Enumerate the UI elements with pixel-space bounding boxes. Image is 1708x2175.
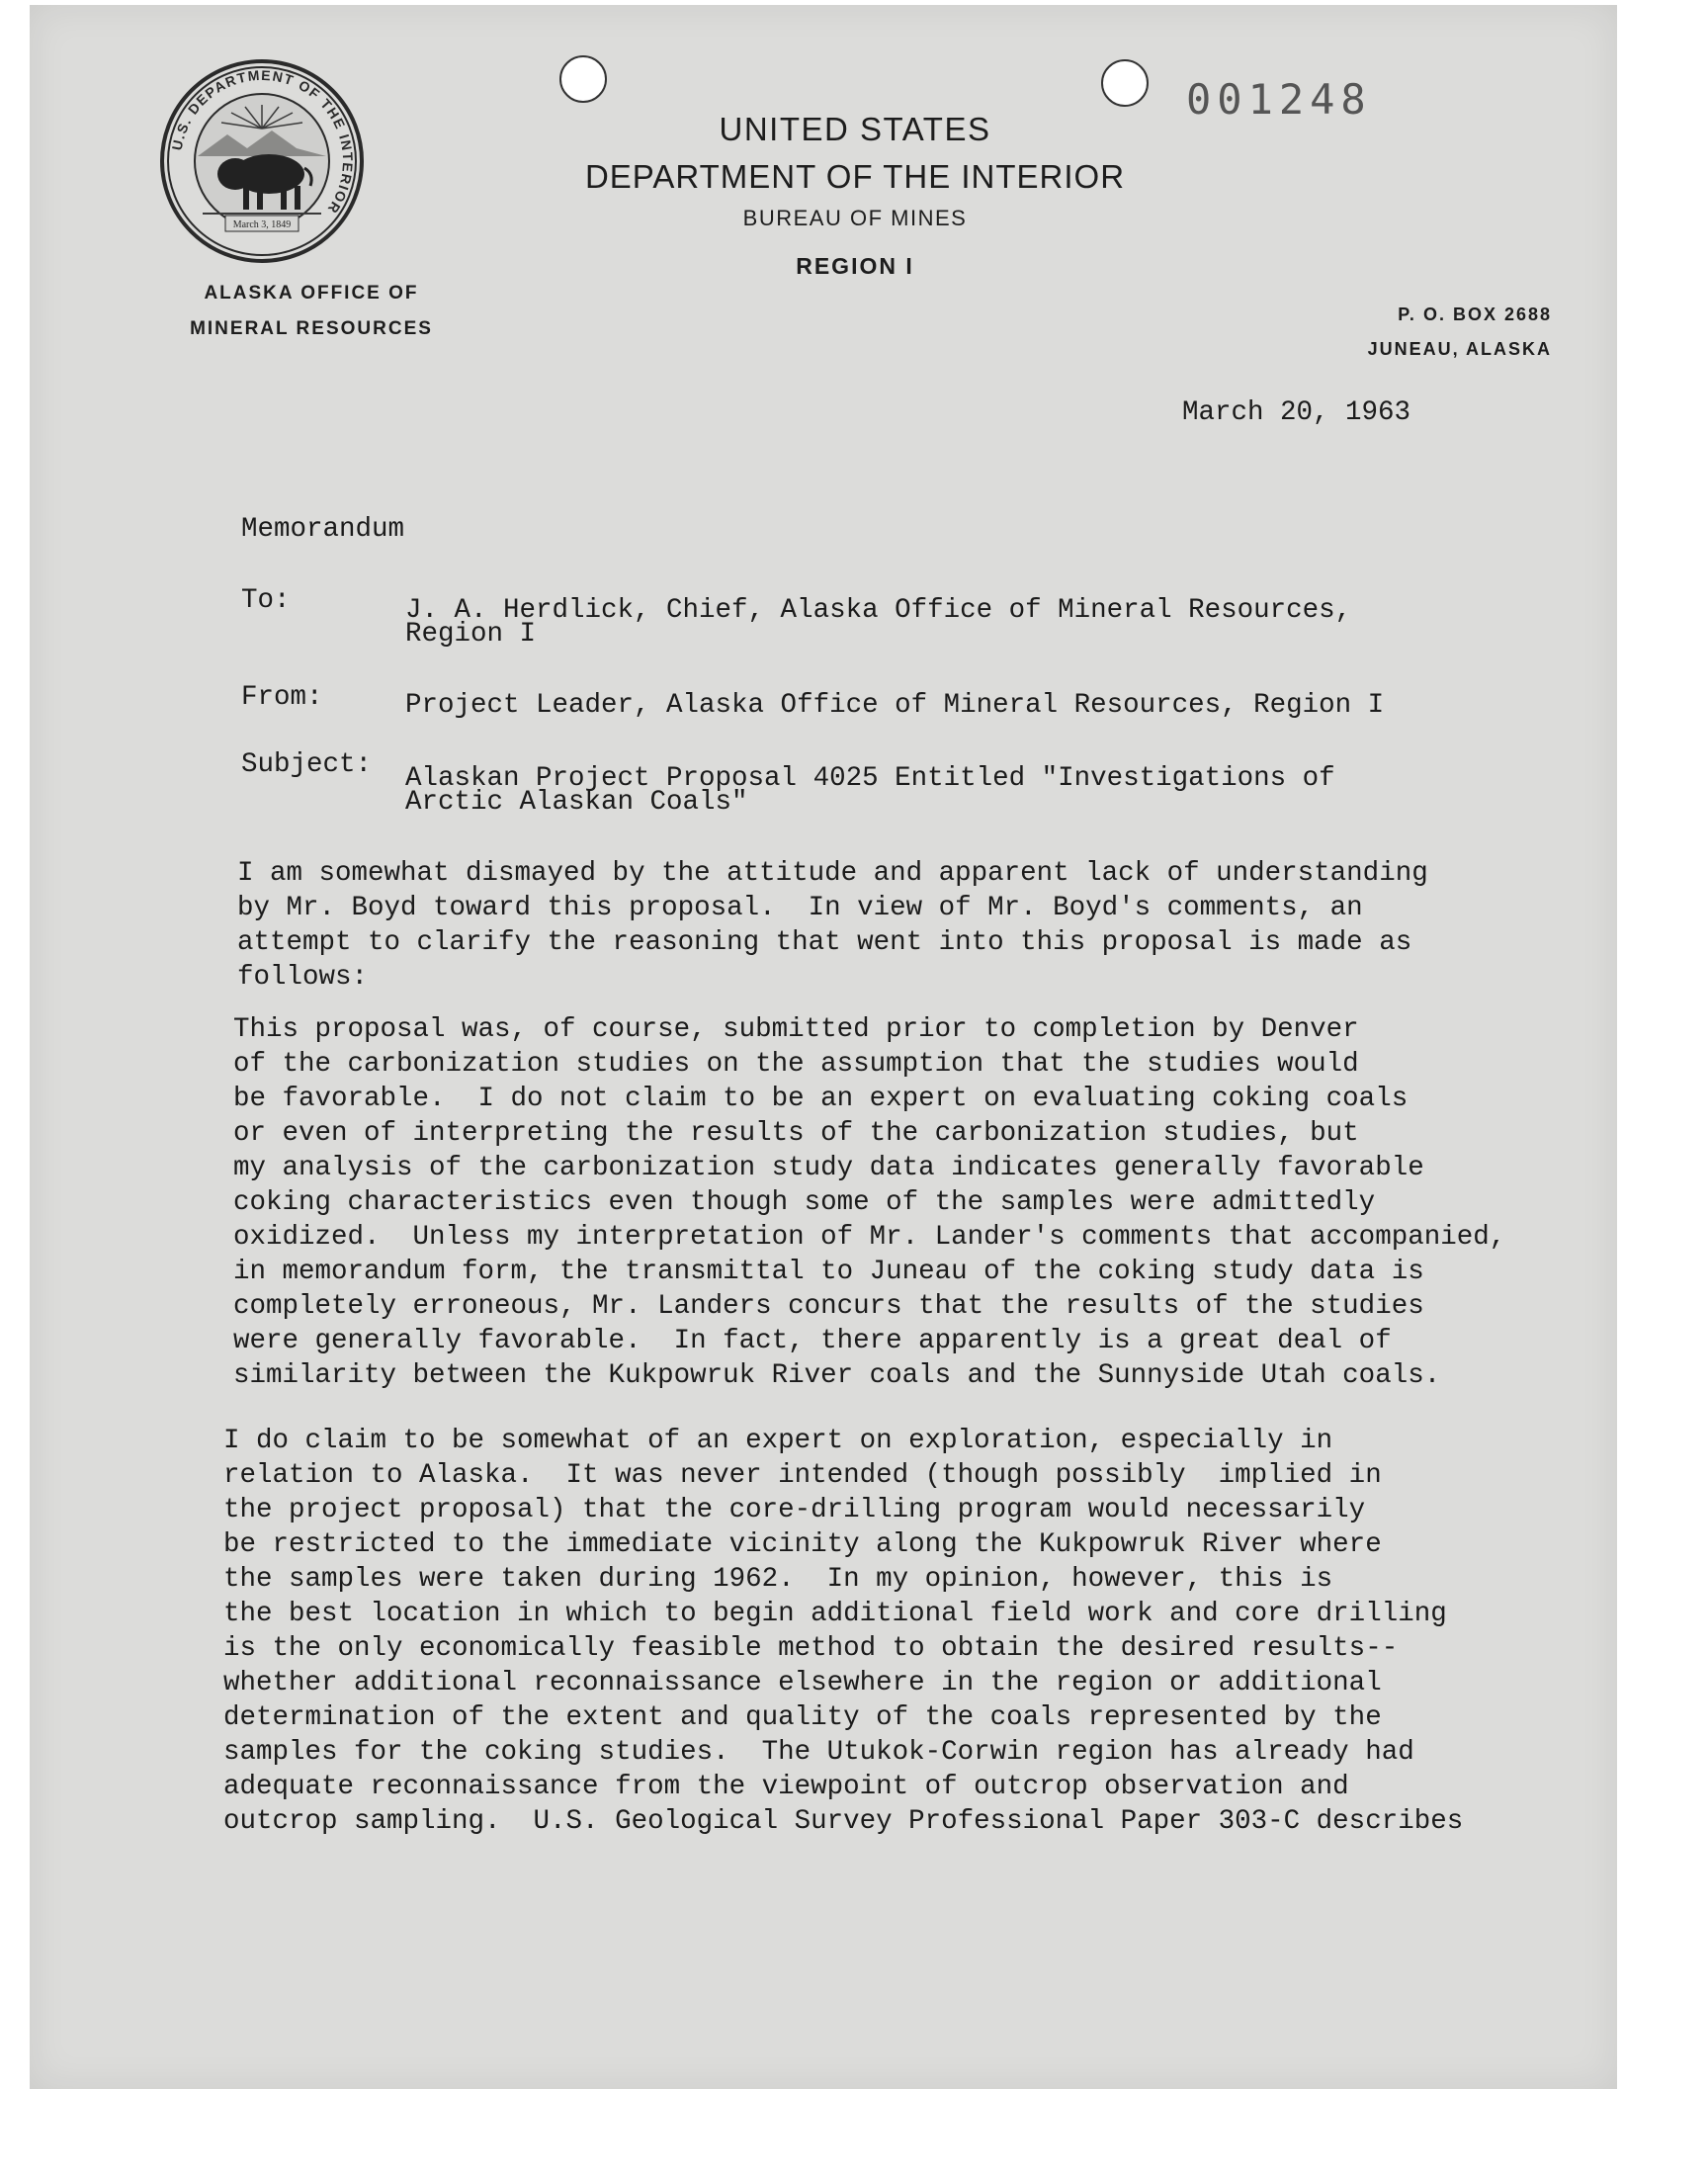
letterhead-line-4: REGION I	[796, 253, 914, 279]
body-line: This proposal was, of course, submitted prior to completion by Denver	[233, 1014, 1359, 1045]
body-line: similarity between the Kukpowruk River coals and the Sunnyside Utah coals.	[233, 1360, 1441, 1391]
body-line: or even of interpreting the results of the carbonization studies, but	[233, 1118, 1359, 1149]
letterhead-line-3: BUREAU OF MINES	[742, 206, 968, 230]
memo-date: March 20, 1963	[1182, 397, 1411, 428]
office-line-1: ALASKA OFFICE OF	[204, 283, 419, 304]
punch-hole-right	[1101, 59, 1149, 107]
to-line-1: J. A. Herdlick, Chief, Alaska Office of Mineral Resources,	[405, 595, 1352, 626]
body-line: relation to Alaska. It was never intended (though possibly implied in	[223, 1460, 1382, 1491]
letterhead-line-2: DEPARTMENT OF THE INTERIOR	[584, 158, 1126, 195]
body-line: the best location in which to begin additional field work and core drilling	[223, 1599, 1447, 1629]
paragraph-3	[223, 1424, 1463, 1839]
body-line: I am somewhat dismayed by the attitude and apparent lack of understanding	[237, 858, 1428, 889]
department-seal-icon	[158, 57, 366, 265]
body-line: the samples were taken during 1962. In my opinion, however, this is	[223, 1564, 1333, 1595]
letterhead-line-1: UNITED STATES	[719, 111, 991, 147]
body-line: is the only economically feasible method to obtain the desired results--	[223, 1633, 1399, 1664]
body-line: follows:	[237, 962, 369, 993]
body-line: determination of the extent and quality of the coals represented by the	[223, 1702, 1382, 1733]
memo-type: Memorandum	[241, 514, 405, 545]
body-line: of the carbonization studies on the assumption that the studies would	[233, 1049, 1359, 1080]
seal-ring-text: U.S. DEPARTMENT OF THE INTERIOR	[168, 66, 357, 218]
office-line-2: MINERAL RESOURCES	[190, 318, 433, 339]
body-line: the project proposal) that the core-drilling program would necessarily	[223, 1495, 1366, 1525]
punch-hole-left	[559, 55, 607, 103]
from-line-1: Project Leader, Alaska Office of Mineral Resources, Region I	[405, 690, 1385, 721]
body-line: samples for the coking studies. The Utukok-Corwin region has already had	[223, 1737, 1414, 1768]
to-label: To:	[241, 585, 291, 616]
body-line: my analysis of the carbonization study data indicates generally favorable	[233, 1153, 1424, 1183]
body-line: outcrop sampling. U.S. Geological Survey Professional Paper 303-C describes	[223, 1806, 1464, 1837]
body-line: were generally favorable. In fact, there apparently is a great deal of	[233, 1326, 1392, 1356]
paragraph-1	[237, 856, 1428, 995]
body-line: adequate reconnaissance from the viewpoint of outcrop observation and	[223, 1772, 1349, 1802]
body-line: by Mr. Boyd toward this proposal. In view of Mr. Boyd's comments, an	[237, 893, 1363, 923]
document-number: 001248	[1186, 75, 1372, 124]
subject-label: Subject:	[241, 749, 373, 780]
body-line: completely erroneous, Mr. Landers concurs that the results of the studies	[233, 1291, 1424, 1322]
to-line-2: Region I	[405, 619, 537, 650]
address-line-2: JUNEAU, ALASKA	[1367, 339, 1552, 359]
body-line: be favorable. I do not claim to be an expert on evaluating coking coals	[233, 1084, 1409, 1114]
from-label: From:	[241, 682, 323, 713]
body-line: oxidized. Unless my interpretation of Mr. Lander's comments that accompanied,	[233, 1222, 1506, 1253]
body-line: I do claim to be somewhat of an expert on exploration, especially in	[223, 1426, 1333, 1456]
address-line-1: P. O. BOX 2688	[1398, 304, 1552, 324]
body-line: whether additional reconnaissance elsewhere in the region or additional	[223, 1668, 1382, 1698]
body-line: coking characteristics even though some of the samples were admittedly	[233, 1187, 1376, 1218]
body-line: in memorandum form, the transmittal to Juneau of the coking study data is	[233, 1257, 1424, 1287]
paragraph-2	[233, 1012, 1505, 1393]
body-line: be restricted to the immediate vicinity along the Kukpowruk River where	[223, 1529, 1382, 1560]
subject-line-2: Arctic Alaskan Coals"	[405, 787, 748, 818]
body-line: attempt to clarify the reasoning that went into this proposal is made as	[237, 927, 1412, 958]
seal-date-text: March 3, 1849	[232, 219, 292, 230]
subject-line-1: Alaskan Project Proposal 4025 Entitled "Investigations of	[405, 763, 1335, 794]
